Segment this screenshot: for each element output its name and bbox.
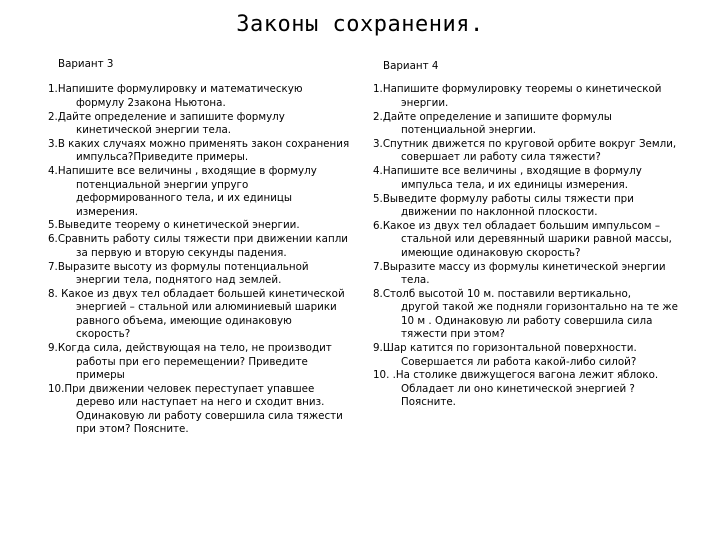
question-item — [48, 111, 366, 138]
question-text-line: энергией – стальной или алюминиевый шарики — [76, 301, 337, 314]
question-text-line: скорость? — [76, 328, 131, 341]
page-title: Законы сохранения. — [236, 12, 484, 37]
question-text-line: импульса?Приведите примеры. — [76, 151, 249, 164]
question-text-line: 10 м . Одинаковую ли работу совершила сила — [401, 314, 653, 327]
question-text-line: Поясните. — [401, 396, 456, 409]
question-item — [373, 165, 693, 192]
question-text-line: 10.При движении человек переступает упавшее — [48, 382, 315, 395]
question-item — [48, 219, 366, 232]
variant-3-column — [48, 58, 366, 437]
question-item — [373, 138, 693, 165]
question-item — [48, 342, 366, 382]
question-text-line: 4.Напишите все величины , входящие в формулу — [48, 165, 317, 178]
question-text-line: 10. .На столике движущегося вагона лежит яблоко. — [373, 369, 659, 382]
question-text-line: 6.Сравнить работу силы тяжести при движении капли — [48, 233, 348, 246]
variant-3-questions — [48, 83, 366, 436]
question-text-line: 2.Дайте определение и запишите формулу — [48, 110, 285, 123]
question-text-line: движении по наклонной плоскости. — [401, 206, 598, 219]
question-text-line: за первую и вторую секунды падения. — [76, 246, 287, 259]
question-text-line: 7.Выразите высоту из формулы потенциальной — [48, 260, 309, 273]
question-text-line: 9.Шар катится по горизонтальной поверхности. — [373, 342, 637, 355]
question-text-line: другой такой же подняли горизонтально на те же — [401, 301, 678, 314]
variant-4-heading: Вариант 4 — [383, 60, 439, 72]
question-text-line: 5.Выведите формулу работы силы тяжести при — [373, 192, 634, 205]
variant-3-heading: Вариант 3 — [58, 58, 114, 70]
question-item — [373, 220, 693, 260]
question-text-line: потенциальной энергии. — [401, 124, 537, 137]
question-item — [373, 369, 693, 409]
question-text-line: при этом? Поясните. — [76, 423, 189, 436]
question-text-line: энергии. — [401, 96, 449, 109]
question-item — [373, 288, 693, 342]
question-item — [48, 261, 366, 288]
question-text-line: имеющие одинаковую скорость? — [401, 246, 581, 259]
question-text-line: 1.Напишите формулировку теоремы о кинетической — [373, 83, 662, 96]
question-text-line: дерево или наступает на него и сходит вниз. — [76, 396, 325, 409]
question-item — [373, 342, 693, 369]
question-item — [48, 165, 366, 219]
question-item — [373, 111, 693, 138]
question-text-line: совершает ли работу сила тяжести? — [401, 151, 601, 164]
question-item — [48, 383, 366, 437]
question-text-line: Совершается ли работа какой-либо силой? — [401, 355, 637, 368]
question-item — [373, 193, 693, 220]
question-text-line: 7.Выразите массу из формулы кинетической энергии — [373, 260, 666, 273]
question-text-line: деформированного тела, и их единицы — [76, 192, 293, 205]
question-text-line: энергии тела, поднятого над землей. — [76, 274, 282, 287]
variant-4-column — [373, 60, 693, 410]
question-text-line: тела. — [401, 274, 430, 287]
question-text-line: тяжести при этом? — [401, 328, 505, 341]
question-item — [48, 288, 366, 342]
question-text-line: 4.Напишите все величины , входящие в формулу — [373, 165, 642, 178]
question-text-line: стальной или деревянный шарики равной массы, — [401, 233, 672, 246]
question-text-line: Одинаковую ли работу совершила сила тяжести — [76, 409, 343, 422]
question-item — [373, 261, 693, 288]
question-text-line: потенциальной энергии упруго — [76, 178, 249, 191]
question-text-line: 1.Напишите формулировку и математическую — [48, 83, 303, 96]
question-item — [48, 233, 366, 260]
question-text-line: 6.Какое из двух тел обладает большим импульсом – — [373, 219, 660, 232]
question-text-line: 9.Когда сила, действующая на тело, не производит — [48, 342, 332, 355]
question-text-line: измерения. — [76, 205, 139, 218]
question-item — [373, 83, 693, 110]
question-text-line: Обладает ли оно кинетической энергией ? — [401, 382, 635, 395]
variant-4-questions — [373, 83, 693, 409]
question-text-line: работы при его перемещении? Приведите — [76, 355, 308, 368]
question-text-line: импульса тела, и их единицы измерения. — [401, 178, 628, 191]
question-text-line: 8. Какое из двух тел обладает большей кинетической — [48, 288, 345, 300]
question-text-line: 3.Спутник движется по круговой орбите вокруг Земли, — [373, 138, 677, 151]
question-item — [48, 138, 366, 165]
question-item — [48, 83, 366, 110]
question-text-line: формулу 2закона Ньютона. — [76, 96, 226, 109]
question-text-line: 5.Выведите теорему о кинетической энергии. — [48, 219, 300, 232]
question-text-line: равного объема, имеющие одинаковую — [76, 314, 292, 327]
question-text-line: примеры — [76, 368, 125, 381]
question-text-line: 2.Дайте определение и запишите формулы — [373, 110, 612, 123]
question-text-line: 3.В каких случаях можно применять закон сохранения — [48, 138, 350, 151]
question-text-line: кинетической энергии тела. — [76, 124, 232, 137]
question-text-line: 8.Столб высотой 10 м. поставили вертикально, — [373, 288, 632, 300]
